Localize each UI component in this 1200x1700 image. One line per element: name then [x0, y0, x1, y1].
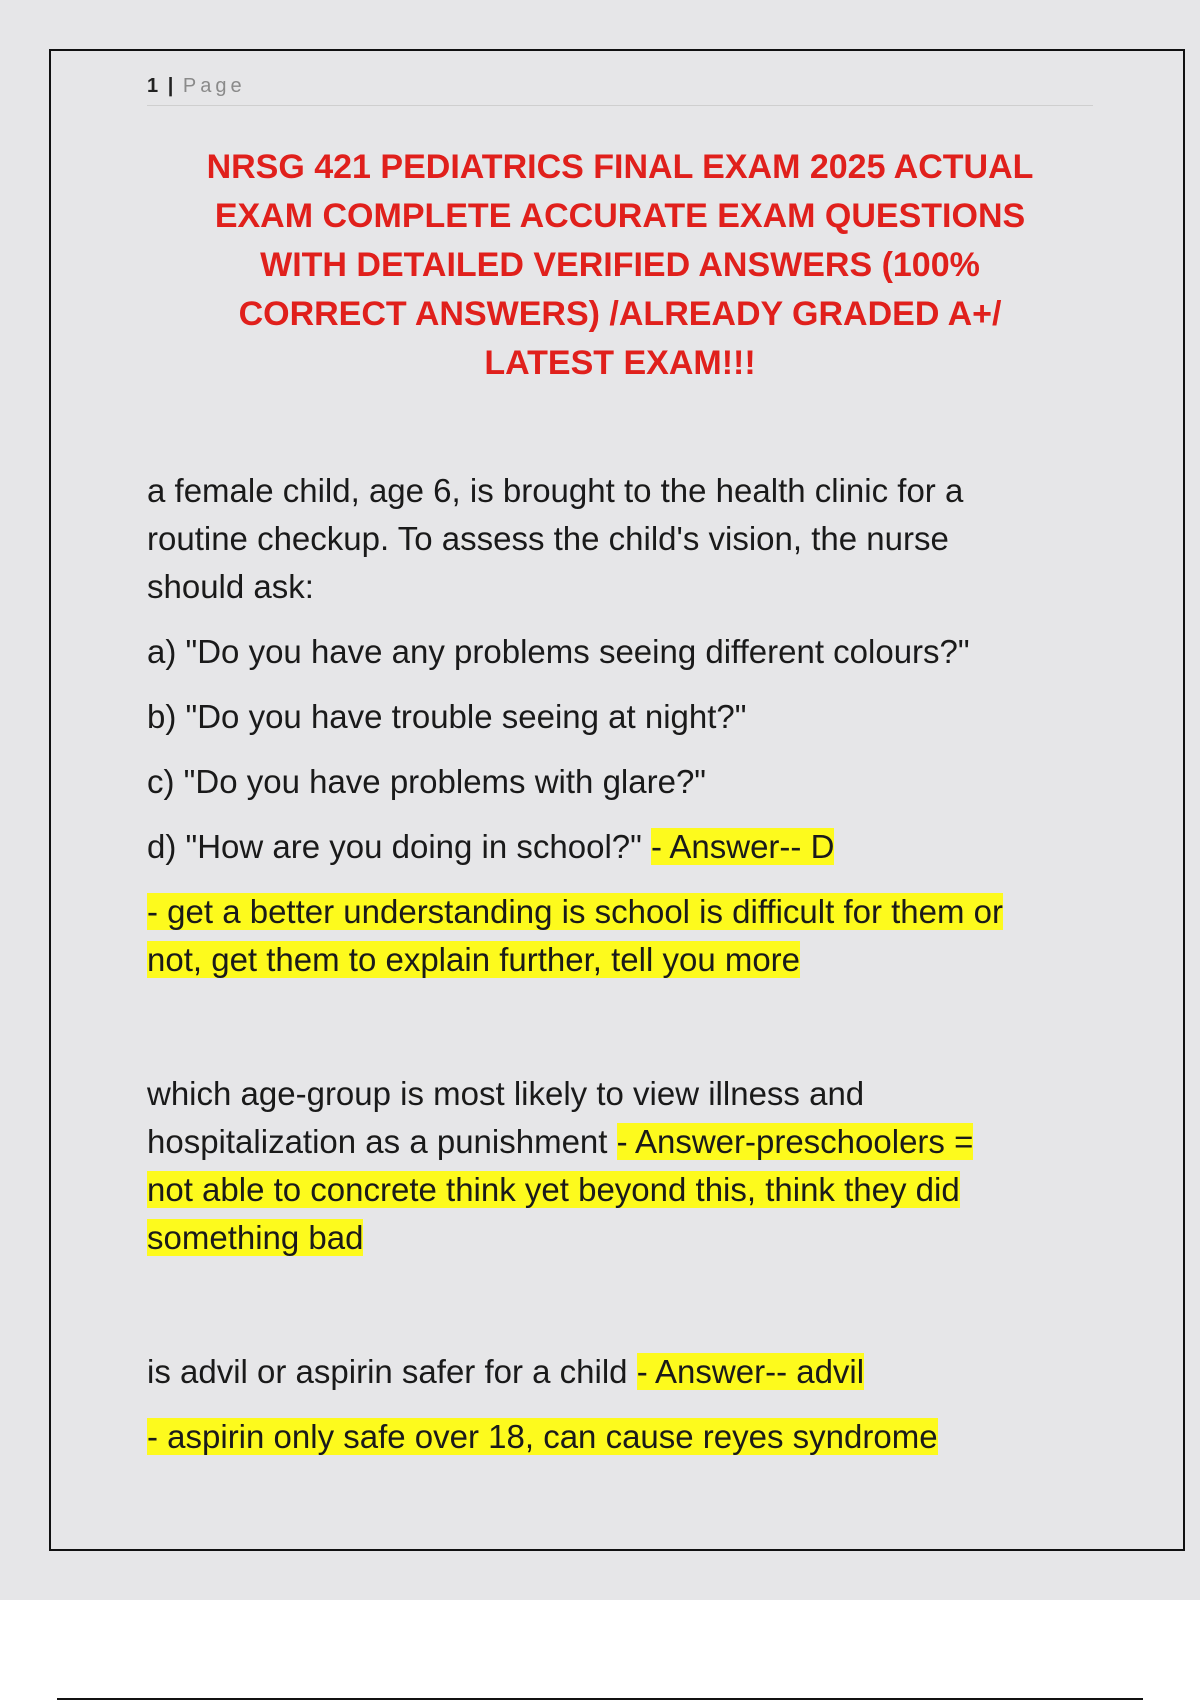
question-line: should ask:: [147, 568, 314, 605]
answer-highlight: - Answer-- D: [651, 828, 835, 865]
answer-line: something bad: [147, 1219, 364, 1256]
page-number: 1: [147, 75, 161, 97]
document-page: [49, 49, 1185, 1551]
explanation-line: not, get them to explain further, tell you more: [147, 941, 801, 978]
document-body: [147, 467, 1107, 1461]
question-line: routine checkup. To assess the child's vision, the nurse: [147, 520, 949, 557]
page-separator: |: [167, 75, 176, 97]
question-text: [147, 1348, 1107, 1396]
title-line: NRSG 421 PEDIATRICS FINAL EXAM 2025 ACTUAL: [206, 148, 1034, 186]
option-b: b) "Do you have trouble seeing at night?": [147, 698, 747, 735]
option-a: a) "Do you have any problems seeing different colours?": [147, 633, 970, 670]
answer-explanation: [147, 888, 1107, 984]
question-1: [147, 467, 1107, 984]
question-line: hospitalization as a punishment: [147, 1123, 617, 1160]
title-line: WITH DETAILED VERIFIED ANSWERS (100%: [260, 246, 980, 284]
page-header: [147, 75, 1093, 106]
option-d-text: d) "How are you doing in school?": [147, 828, 642, 865]
question-text: [147, 467, 1107, 611]
title-line: EXAM COMPLETE ACCURATE EXAM QUESTIONS: [214, 197, 1026, 235]
question-3: [147, 1348, 1107, 1461]
explanation-line: - aspirin only safe over 18, can cause reyes syndrome: [147, 1418, 938, 1455]
document-title: [147, 143, 1093, 388]
answer-line: not able to concrete think yet beyond this, think they did: [147, 1171, 960, 1208]
option-d: [147, 823, 1107, 871]
title-line: CORRECT ANSWERS) /ALREADY GRADED A+/: [238, 295, 1002, 333]
answer-highlight: - Answer-- advil: [636, 1353, 865, 1390]
answer-highlight: - Answer-preschoolers =: [616, 1123, 974, 1160]
page-label: Page: [182, 75, 246, 97]
question-line: which age-group is most likely to view illness and: [147, 1075, 865, 1112]
explanation-line: - get a better understanding is school is difficult for them or: [147, 893, 1004, 930]
option-c: c) "Do you have problems with glare?": [147, 763, 707, 800]
question-line: is advil or aspirin safer for a child: [147, 1353, 637, 1390]
question-line: a female child, age 6, is brought to the health clinic for a: [147, 472, 964, 509]
question-text: [147, 1070, 1107, 1262]
title-line: LATEST EXAM!!!: [484, 344, 756, 382]
question-2: [147, 1070, 1107, 1262]
answer-explanation: [147, 1413, 1107, 1461]
